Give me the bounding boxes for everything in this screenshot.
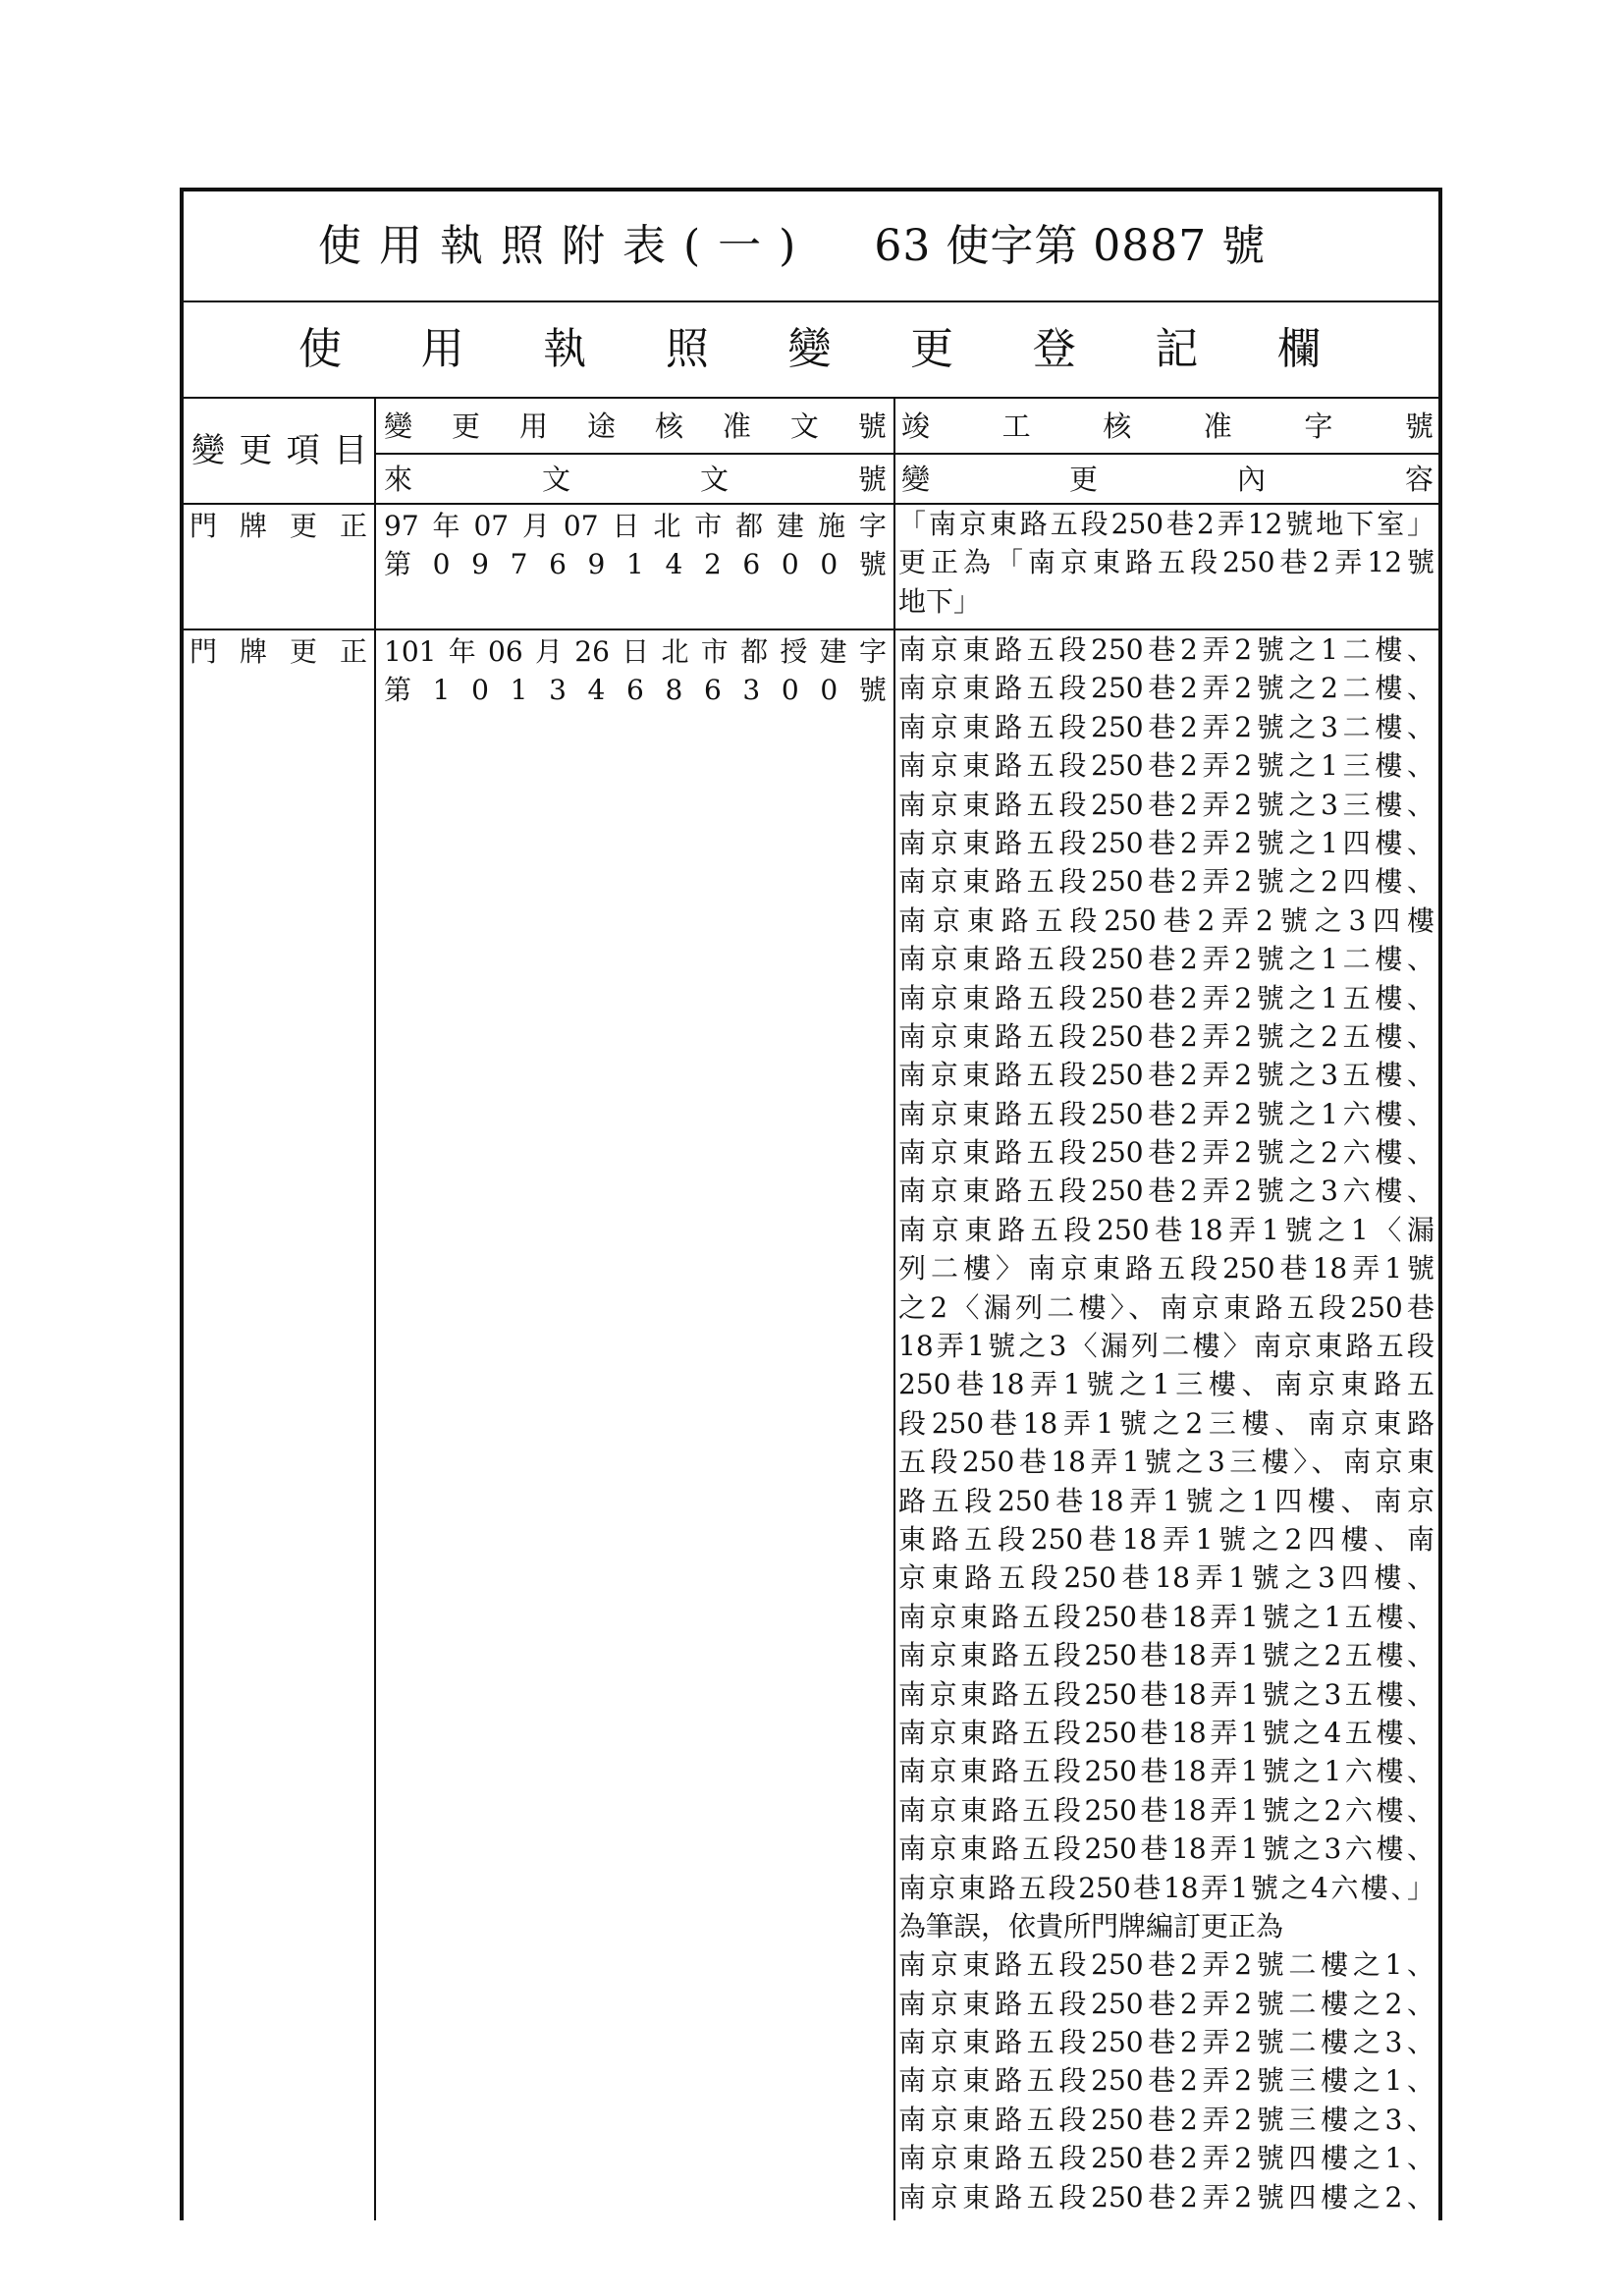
text-glyph: 第 (384, 548, 412, 581)
doc-date (384, 632, 887, 671)
content-line: 南京東路五段250巷2弄2號之3二樓、 (898, 710, 1435, 743)
license-change-table (180, 188, 1442, 2220)
text-glyph: 06 (488, 635, 523, 668)
text-glyph: 文 (541, 462, 570, 496)
content-line: 南京東路五段250巷18弄1號之1〈漏 (898, 1213, 1435, 1246)
content-line: 南京東路五段250巷2弄2號二樓之1、 (898, 1948, 1435, 1982)
text-glyph: 0 (820, 548, 839, 581)
text-glyph: 北 (653, 510, 681, 542)
content-line: 東路五段250巷18弄1號之2四樓、南 (898, 1522, 1435, 1556)
content-line: 南京東路五段250巷2弄2號之1二樓、 (898, 943, 1435, 976)
content-line: 更正為「南京東路五段250巷2弄12號 (898, 546, 1435, 579)
text-glyph: 用 (420, 324, 464, 374)
content-line: 南京東路五段250巷2弄2號三樓之3、 (898, 2103, 1435, 2136)
text-glyph: 門 (189, 510, 218, 542)
content-line: 五段250巷18弄1號之3三樓〉、南京東 (898, 1446, 1435, 1479)
text-glyph: 市 (694, 510, 723, 542)
section-title-cell (182, 301, 1440, 398)
content-line: 南京東路五段250巷2弄2號之2五樓、 (898, 1019, 1435, 1053)
text-glyph: 0 (781, 674, 799, 707)
text-glyph: 號 (857, 462, 887, 496)
change-content-cell (894, 629, 1440, 2220)
content-line: 南京東路五段250巷2弄2號之3三樓、 (898, 788, 1435, 821)
text-glyph: 建 (819, 635, 847, 668)
text-glyph: 正 (339, 510, 367, 542)
content-line: 南京東路五段250巷2弄2號四樓之1、 (898, 2142, 1435, 2175)
license-number: 63 使字第 0887 號 (874, 220, 1267, 271)
text-glyph: 6 (742, 548, 761, 581)
header-approval-doc-cell (375, 398, 894, 454)
header-completion-no (895, 407, 1438, 446)
content-line: 南京東路五段250巷2弄2號之2二樓、 (898, 672, 1435, 705)
content-line: 南京東路五段250巷18弄1號之3六樓、 (898, 1832, 1435, 1866)
text-glyph: 號 (858, 674, 887, 707)
text-glyph: 更 (1069, 462, 1099, 496)
text-glyph: 用 (518, 409, 548, 443)
doc-cell (375, 504, 894, 629)
text-glyph: 更 (289, 510, 317, 542)
text-glyph: 照 (665, 324, 709, 374)
text-glyph: 0 (820, 674, 839, 707)
text-glyph: 3 (742, 674, 761, 707)
text-glyph: 牌 (239, 510, 267, 542)
content-line: 南京東路五段250巷2弄2號二樓之2、 (898, 1987, 1435, 2020)
text-glyph: 號 (1404, 409, 1434, 443)
content-line: 南京東路五段250巷2弄2號之1三樓、 (898, 749, 1435, 783)
text-glyph: 更 (451, 409, 480, 443)
text-glyph: 號 (858, 548, 887, 581)
text-glyph: 8 (665, 674, 683, 707)
text-glyph: 欄 (1277, 324, 1321, 374)
text-glyph: 6 (549, 548, 567, 581)
change-content (895, 630, 1438, 2216)
content-line: 南京東路五段250巷2弄2號之2六樓、 (898, 1136, 1435, 1170)
text-glyph: 更 (289, 635, 317, 668)
text-glyph: 建 (777, 510, 805, 542)
content-line: 南京東路五段250巷18弄1號之1五樓、 (898, 1600, 1435, 1633)
header-incoming-doc-no (376, 460, 893, 499)
text-glyph: 4 (587, 674, 606, 707)
form-title-cell (182, 190, 1440, 301)
text-glyph: 日 (622, 635, 650, 668)
content-line: 「南京東路五段250巷2弄12號地下室」 (898, 508, 1435, 540)
text-glyph: 准 (722, 409, 751, 443)
text-glyph: 1 (432, 674, 451, 707)
content-line: 南京東路五段250巷2弄2號之3四樓 (898, 903, 1435, 937)
content-line: 地下」 (898, 584, 982, 618)
header-change-item-cell (182, 398, 375, 504)
text-glyph: 竣 (901, 409, 931, 443)
text-glyph: 字 (858, 510, 887, 542)
text-glyph: 年 (448, 635, 476, 668)
text-glyph: 內 (1237, 462, 1267, 496)
text-glyph: 施 (817, 510, 845, 542)
text-glyph: 07 (473, 510, 510, 542)
text-glyph: 號 (857, 409, 887, 443)
content-line: 京東路五段250巷18弄1號之3四樓、 (898, 1561, 1435, 1595)
text-glyph: 變 (787, 324, 832, 374)
header-incoming-doc-cell (375, 454, 894, 504)
text-glyph: 途 (586, 409, 616, 443)
text-glyph: 執 (543, 324, 587, 374)
content-line: 南京東路五段250巷2弄2號二樓之3、 (898, 2026, 1435, 2059)
text-glyph: 2 (703, 548, 722, 581)
section-title-row (182, 301, 1440, 398)
content-line: 南京東路五段250巷2弄2號之3五樓、 (898, 1059, 1435, 1092)
header-row-top (182, 398, 1440, 454)
doc-cell (375, 629, 894, 2220)
text-glyph: 3 (549, 674, 567, 707)
header-change-item (184, 429, 374, 472)
content-line: 之2〈漏列二樓〉、南京東路五段250巷 (898, 1290, 1435, 1324)
content-line: 南京東路五段250巷2弄2號之1四樓、 (898, 826, 1435, 859)
text-glyph: 年 (432, 510, 460, 542)
text-glyph: 授 (780, 635, 808, 668)
text-glyph: 文 (789, 409, 819, 443)
text-glyph: 6 (626, 674, 644, 707)
content-line: 段250巷18弄1號之2三樓、南京東路 (898, 1406, 1435, 1440)
text-glyph: 26 (574, 635, 610, 668)
text-glyph: 項 (286, 431, 320, 470)
doc-number (384, 671, 887, 709)
doc-number (384, 545, 887, 583)
text-glyph: 更 (910, 324, 954, 374)
text-glyph: 7 (510, 548, 528, 581)
form-title-row (182, 190, 1440, 301)
text-glyph: 9 (587, 548, 606, 581)
doc-date (384, 507, 887, 545)
text-glyph: 0 (432, 548, 451, 581)
text-glyph: 1 (510, 674, 528, 707)
content-line: 南京東路五段250巷18弄1號之2五樓、 (898, 1639, 1435, 1672)
content-line: 250巷18弄1號之1三樓、南京東路五 (898, 1368, 1435, 1401)
content-line: 南京東路五段250巷18弄1號之3五樓、 (898, 1677, 1435, 1711)
content-line: 南京東路五段250巷2弄2號之1二樓、 (898, 633, 1435, 666)
text-glyph: 門 (189, 635, 218, 668)
text-glyph: 101 (384, 635, 437, 668)
content-line: 路五段250巷18弄1號之1四樓、南京 (898, 1484, 1435, 1517)
text-glyph: 北 (661, 635, 689, 668)
text-glyph: 月 (521, 510, 550, 542)
text-glyph: 使 (298, 324, 342, 374)
text-glyph: 變 (191, 431, 225, 470)
content-line: 南京東路五段250巷18弄1號之1六樓、 (898, 1755, 1435, 1788)
form-title (184, 217, 1438, 276)
text-glyph: 工 (1001, 409, 1031, 443)
text-glyph: 都 (735, 510, 764, 542)
change-content-cell (894, 504, 1440, 629)
text-glyph: 9 (471, 548, 489, 581)
header-completion-no-cell (894, 398, 1440, 454)
content-line: 南京東路五段250巷2弄2號四樓之2、 (898, 2180, 1435, 2214)
text-glyph: 正 (339, 635, 367, 668)
change-item-cell (182, 629, 375, 2220)
text-glyph: 0 (471, 674, 489, 707)
form-title-text: 使用執照附表(一) (318, 220, 814, 271)
text-glyph: 容 (1405, 462, 1434, 496)
text-glyph: 登 (1032, 324, 1076, 374)
change-content (895, 505, 1438, 621)
text-glyph: 07 (563, 510, 599, 542)
text-glyph: 月 (534, 635, 563, 668)
text-glyph: 1 (626, 548, 644, 581)
change-item-cell (182, 504, 375, 629)
text-glyph: 第 (384, 674, 412, 707)
table-row (182, 629, 1440, 2220)
text-glyph: 目 (333, 431, 367, 470)
text-glyph: 文 (699, 462, 729, 496)
text-glyph: 牌 (239, 635, 267, 668)
change-item (184, 507, 374, 545)
content-line: 南京東路五段250巷2弄2號之3六樓、 (898, 1175, 1435, 1208)
content-line: 南京東路五段250巷18弄1號之2六樓、 (898, 1793, 1435, 1827)
text-glyph: 核 (654, 409, 683, 443)
header-approval-doc-no (376, 407, 893, 446)
content-line: 南京東路五段250巷18弄1號之4五樓、 (898, 1716, 1435, 1749)
text-glyph: 准 (1203, 409, 1232, 443)
content-line: 南京東路五段250巷2弄2號之2四樓、 (898, 865, 1435, 899)
change-item (184, 632, 374, 671)
text-glyph: 日 (612, 510, 640, 542)
text-glyph: 4 (665, 548, 683, 581)
table-row (182, 504, 1440, 629)
text-glyph: 來 (384, 462, 413, 496)
text-glyph: 0 (781, 548, 799, 581)
text-glyph: 核 (1103, 409, 1132, 443)
text-glyph: 字 (858, 635, 887, 668)
content-line: 為筆誤，依貴所門牌編訂更正為 (898, 1909, 1284, 1942)
content-line: 18弄1號之3〈漏列二樓〉南京東路五段 (898, 1330, 1435, 1363)
content-line: 南京東路五段250巷18弄1號之4六樓、」 (898, 1871, 1435, 1904)
content-line: 南京東路五段250巷2弄2號之1六樓、 (898, 1097, 1435, 1130)
header-change-content (895, 460, 1438, 499)
text-glyph: 更 (239, 431, 273, 470)
text-glyph: 市 (700, 635, 729, 668)
section-title (184, 320, 1438, 379)
text-glyph: 字 (1304, 409, 1333, 443)
text-glyph: 6 (703, 674, 722, 707)
header-change-content-cell (894, 454, 1440, 504)
text-glyph: 97 (384, 510, 419, 542)
text-glyph: 變 (384, 409, 413, 443)
content-line: 列二樓〉南京東路五段250巷18弄1號 (898, 1252, 1435, 1285)
content-line: 南京東路五段250巷2弄2號之1五樓、 (898, 981, 1435, 1014)
content-line: 南京東路五段250巷2弄2號三樓之1、 (898, 2064, 1435, 2098)
text-glyph: 變 (901, 462, 931, 496)
text-glyph: 都 (740, 635, 769, 668)
text-glyph: 記 (1155, 324, 1199, 374)
